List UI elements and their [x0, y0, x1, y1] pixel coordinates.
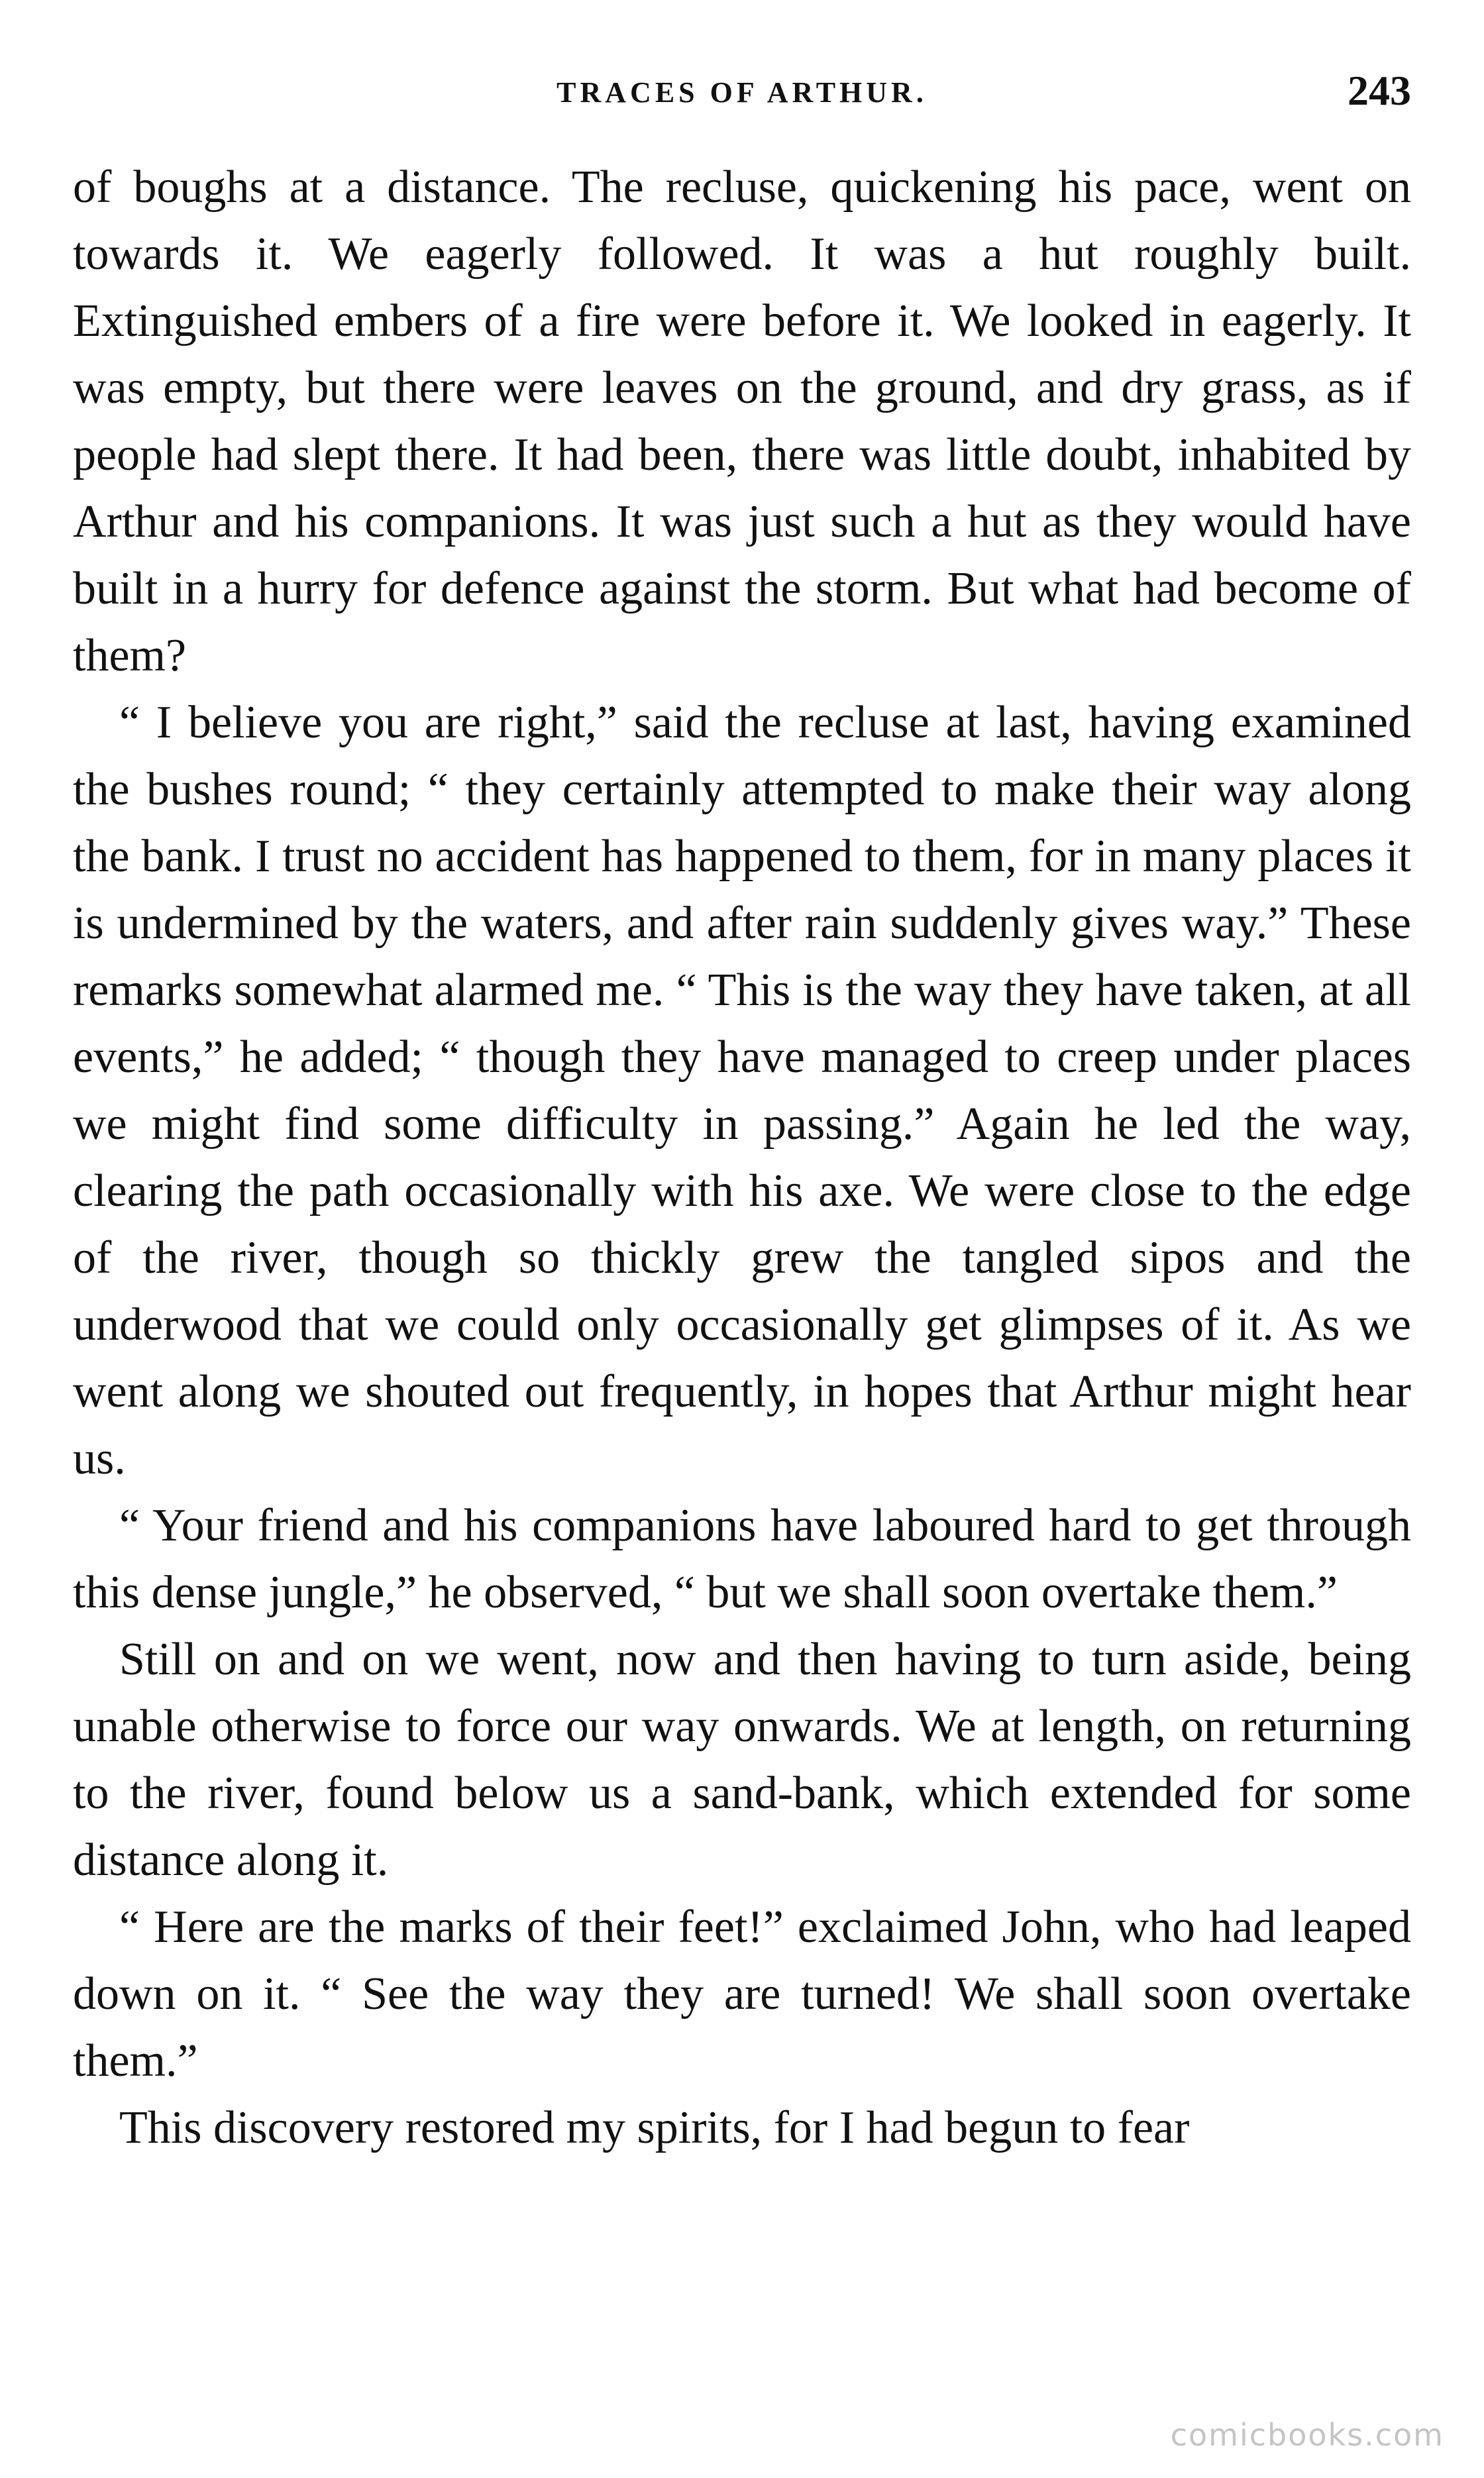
- page-number: 243: [1348, 67, 1411, 114]
- paragraph: This discovery restored my spirits, for I had begun to fear: [119, 2102, 1190, 2153]
- paragraph: “ Your friend and his companions have laboured hard to get through this dense jungle,” he observed, “ but we shall soon overtake them.”: [73, 1500, 1411, 1618]
- running-title: TRACES OF ARTHUR.: [556, 76, 928, 109]
- paragraph: “ I believe you are right,” said the recluse at last, having examined the bushes round; “ they certainly attempted to make their way along the bank. I trust no accident has happened to them, for in many places it is undermined by the waters, and after rain suddenly gives way.” These remarks somewhat alarmed me. “ This is the way they have taken, at all events,” he added; “ though they have managed to creep under places we might find some difficulty in passing.” Again he led the way, clearing the path occasionally with his axe. We were close to the edge of the river, though so thickly grew the tangled sipos and the underwood that we could only occasionally get glimpses of it. As we went along we shouted out frequently, in hopes that Arthur might hear us.: [73, 697, 1411, 1484]
- running-head: [73, 66, 1411, 119]
- paragraph: Still on and on we went, now and then having to turn aside, being unable otherwise to force our way onwards. We at length, on returning to the river, found below us a sand-bank, which extended for some distance along it.: [73, 1634, 1411, 1886]
- paragraph: “ Here are the marks of their feet!” exclaimed John, who had leaped down on it. “ See the way they are turned! We shall soon overtake them.”: [73, 1902, 1411, 2086]
- paragraph: of boughs at a distance. The recluse, quickening his pace, went on towards it. We eagerly followed. It was a hut roughly built. Extinguished embers of a fire were before it. We looked in eagerly. It was empty, but there were leaves on the ground, and dry grass, as if people had slept there. It had been, there was little doubt, inhabited by Arthur and his companions. It was just such a hut as they would have built in a hurry for defence against the storm. But what had become of them?: [73, 162, 1411, 681]
- body-text: [73, 154, 1411, 2161]
- watermark: comicbooks.com: [1170, 2417, 1444, 2453]
